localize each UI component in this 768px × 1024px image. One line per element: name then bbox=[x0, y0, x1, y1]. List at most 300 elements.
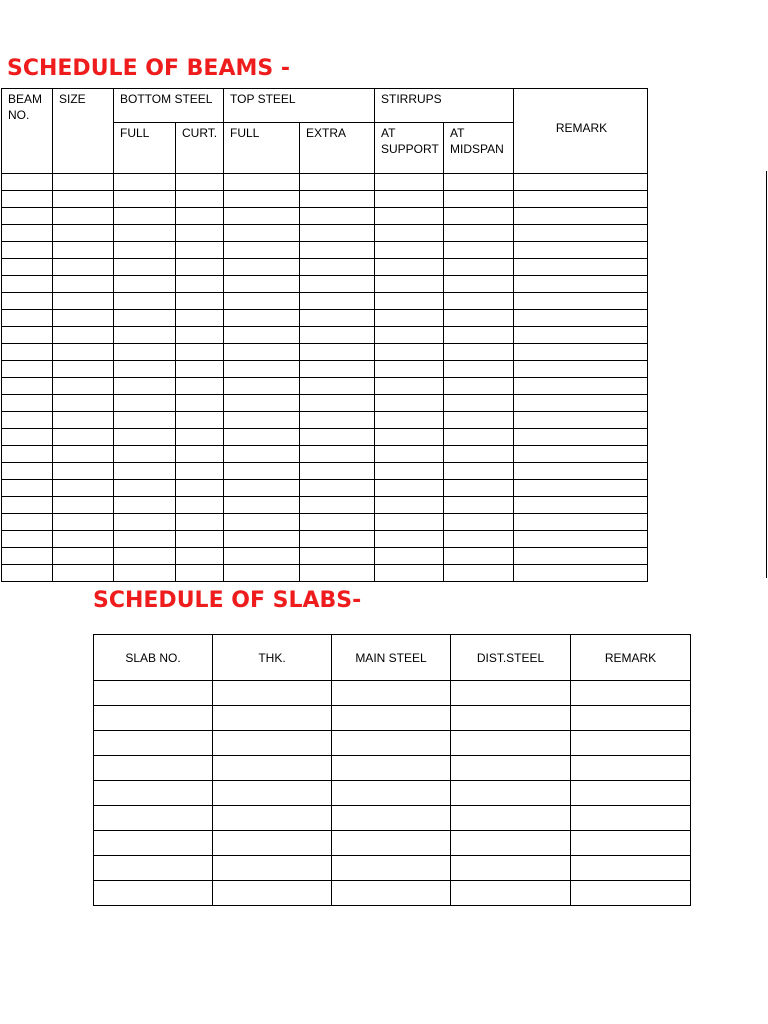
beam-cell[interactable] bbox=[444, 259, 514, 276]
beam-cell[interactable] bbox=[53, 344, 114, 361]
beam-cell[interactable] bbox=[514, 565, 648, 582]
beam-cell[interactable] bbox=[224, 463, 300, 480]
beam-cell[interactable] bbox=[444, 361, 514, 378]
beam-cell[interactable] bbox=[375, 497, 444, 514]
beam-cell[interactable] bbox=[114, 565, 176, 582]
beam-cell[interactable] bbox=[300, 514, 375, 531]
slab-cell[interactable] bbox=[332, 731, 451, 756]
slab-cell[interactable] bbox=[94, 831, 213, 856]
beam-cell[interactable] bbox=[514, 259, 648, 276]
beam-cell[interactable] bbox=[114, 327, 176, 344]
beam-cell[interactable] bbox=[375, 361, 444, 378]
beam-cell[interactable] bbox=[375, 327, 444, 344]
beam-cell[interactable] bbox=[514, 361, 648, 378]
slab-row bbox=[94, 756, 691, 781]
slab-cell[interactable] bbox=[94, 781, 213, 806]
slab-cell[interactable] bbox=[571, 806, 691, 831]
beam-cell[interactable] bbox=[514, 225, 648, 242]
beam-cell[interactable] bbox=[2, 378, 53, 395]
slab-cell[interactable] bbox=[94, 731, 213, 756]
beam-cell[interactable] bbox=[444, 531, 514, 548]
beam-row bbox=[2, 514, 648, 531]
beam-cell[interactable] bbox=[224, 429, 300, 446]
beam-cell[interactable] bbox=[375, 293, 444, 310]
slab-cell[interactable] bbox=[571, 731, 691, 756]
beam-cell[interactable] bbox=[114, 208, 176, 225]
beam-cell[interactable] bbox=[514, 310, 648, 327]
beam-cell[interactable] bbox=[114, 361, 176, 378]
beam-cell[interactable] bbox=[300, 429, 375, 446]
beam-cell[interactable] bbox=[2, 412, 53, 429]
beam-row bbox=[2, 378, 648, 395]
beam-cell[interactable] bbox=[176, 225, 224, 242]
slab-cell[interactable] bbox=[213, 781, 332, 806]
header-bottom-full: FULL bbox=[114, 123, 176, 174]
beam-cell[interactable] bbox=[53, 412, 114, 429]
beam-cell[interactable] bbox=[114, 191, 176, 208]
beam-cell[interactable] bbox=[444, 344, 514, 361]
beam-cell[interactable] bbox=[375, 378, 444, 395]
beam-cell[interactable] bbox=[53, 174, 114, 191]
beam-cell[interactable] bbox=[300, 344, 375, 361]
beam-cell[interactable] bbox=[514, 531, 648, 548]
header-curt: CURT. bbox=[176, 123, 224, 174]
beam-cell[interactable] bbox=[300, 378, 375, 395]
beam-row bbox=[2, 191, 648, 208]
beam-cell[interactable] bbox=[176, 378, 224, 395]
beam-cell[interactable] bbox=[114, 531, 176, 548]
beam-cell[interactable] bbox=[2, 259, 53, 276]
beam-row bbox=[2, 531, 648, 548]
beam-cell[interactable] bbox=[2, 531, 53, 548]
beam-row bbox=[2, 412, 648, 429]
beam-cell[interactable] bbox=[53, 242, 114, 259]
beam-cell[interactable] bbox=[53, 293, 114, 310]
beam-cell[interactable] bbox=[514, 497, 648, 514]
beam-cell[interactable] bbox=[114, 548, 176, 565]
beam-cell[interactable] bbox=[300, 242, 375, 259]
beam-cell[interactable] bbox=[300, 497, 375, 514]
beam-cell[interactable] bbox=[176, 242, 224, 259]
beam-cell[interactable] bbox=[300, 412, 375, 429]
beam-cell[interactable] bbox=[375, 191, 444, 208]
slab-cell[interactable] bbox=[213, 881, 332, 906]
slab-cell[interactable] bbox=[451, 781, 571, 806]
beam-cell[interactable] bbox=[444, 191, 514, 208]
beam-cell[interactable] bbox=[114, 242, 176, 259]
beam-cell[interactable] bbox=[176, 446, 224, 463]
beam-cell[interactable] bbox=[176, 327, 224, 344]
slab-cell[interactable] bbox=[213, 831, 332, 856]
beam-cell[interactable] bbox=[375, 310, 444, 327]
beam-cell[interactable] bbox=[53, 548, 114, 565]
beam-cell[interactable] bbox=[375, 548, 444, 565]
beam-cell[interactable] bbox=[53, 446, 114, 463]
slab-cell[interactable] bbox=[332, 681, 451, 706]
beam-row bbox=[2, 293, 648, 310]
slab-cell[interactable] bbox=[213, 856, 332, 881]
beam-cell[interactable] bbox=[300, 208, 375, 225]
beam-cell[interactable] bbox=[514, 446, 648, 463]
slab-cell[interactable] bbox=[332, 831, 451, 856]
beam-cell[interactable] bbox=[176, 514, 224, 531]
beam-cell[interactable] bbox=[514, 344, 648, 361]
beam-cell[interactable] bbox=[2, 344, 53, 361]
beam-cell[interactable] bbox=[176, 463, 224, 480]
beam-cell[interactable] bbox=[176, 191, 224, 208]
beam-cell[interactable] bbox=[53, 395, 114, 412]
beam-cell[interactable] bbox=[224, 565, 300, 582]
beam-cell[interactable] bbox=[300, 446, 375, 463]
header-beam-no: BEAM NO. bbox=[2, 89, 53, 174]
beam-cell[interactable] bbox=[176, 395, 224, 412]
beam-cell[interactable] bbox=[444, 378, 514, 395]
beam-cell[interactable] bbox=[514, 480, 648, 497]
slab-cell[interactable] bbox=[94, 756, 213, 781]
beam-cell[interactable] bbox=[114, 259, 176, 276]
beam-cell[interactable] bbox=[114, 344, 176, 361]
slab-cell[interactable] bbox=[332, 856, 451, 881]
slab-cell[interactable] bbox=[94, 881, 213, 906]
slab-cell[interactable] bbox=[571, 756, 691, 781]
beam-cell[interactable] bbox=[176, 174, 224, 191]
beam-cell[interactable] bbox=[375, 480, 444, 497]
beam-cell[interactable] bbox=[444, 463, 514, 480]
beam-cell[interactable] bbox=[224, 310, 300, 327]
beam-cell[interactable] bbox=[444, 412, 514, 429]
beam-cell[interactable] bbox=[2, 174, 53, 191]
beam-cell[interactable] bbox=[514, 327, 648, 344]
beam-cell[interactable] bbox=[300, 395, 375, 412]
beam-cell[interactable] bbox=[53, 531, 114, 548]
slab-cell[interactable] bbox=[451, 831, 571, 856]
beam-cell[interactable] bbox=[114, 276, 176, 293]
slab-row bbox=[94, 681, 691, 706]
beam-cell[interactable] bbox=[53, 429, 114, 446]
beam-cell[interactable] bbox=[53, 463, 114, 480]
beam-cell[interactable] bbox=[300, 293, 375, 310]
beam-cell[interactable] bbox=[224, 225, 300, 242]
beam-cell[interactable] bbox=[114, 378, 176, 395]
beam-cell[interactable] bbox=[375, 429, 444, 446]
beam-cell[interactable] bbox=[114, 514, 176, 531]
beam-cell[interactable] bbox=[444, 293, 514, 310]
slab-cell[interactable] bbox=[571, 881, 691, 906]
beam-row bbox=[2, 497, 648, 514]
beam-cell[interactable] bbox=[176, 259, 224, 276]
beam-cell[interactable] bbox=[375, 208, 444, 225]
slab-cell[interactable] bbox=[332, 756, 451, 781]
beams-schedule-title: SCHEDULE OF BEAMS - bbox=[7, 56, 291, 81]
beam-cell[interactable] bbox=[53, 327, 114, 344]
beam-cell[interactable] bbox=[514, 548, 648, 565]
slab-cell[interactable] bbox=[94, 706, 213, 731]
beam-cell[interactable] bbox=[2, 276, 53, 293]
slab-cell[interactable] bbox=[451, 681, 571, 706]
beam-cell[interactable] bbox=[53, 310, 114, 327]
beam-cell[interactable] bbox=[224, 514, 300, 531]
beam-cell[interactable] bbox=[444, 429, 514, 446]
beam-cell[interactable] bbox=[375, 242, 444, 259]
header-top-steel: TOP STEEL bbox=[224, 89, 375, 123]
beam-cell[interactable] bbox=[375, 565, 444, 582]
beam-cell[interactable] bbox=[444, 225, 514, 242]
beam-cell[interactable] bbox=[444, 276, 514, 293]
slab-cell[interactable] bbox=[451, 881, 571, 906]
beam-cell[interactable] bbox=[53, 259, 114, 276]
beam-row bbox=[2, 463, 648, 480]
beam-cell[interactable] bbox=[444, 395, 514, 412]
beam-cell[interactable] bbox=[375, 225, 444, 242]
beam-cell[interactable] bbox=[176, 548, 224, 565]
beam-cell[interactable] bbox=[53, 480, 114, 497]
slab-cell[interactable] bbox=[451, 856, 571, 881]
beam-row bbox=[2, 395, 648, 412]
beam-cell[interactable] bbox=[300, 548, 375, 565]
slab-cell[interactable] bbox=[213, 756, 332, 781]
slab-cell[interactable] bbox=[571, 856, 691, 881]
beam-cell[interactable] bbox=[2, 293, 53, 310]
slab-row bbox=[94, 781, 691, 806]
beam-cell[interactable] bbox=[2, 310, 53, 327]
beam-cell[interactable] bbox=[2, 548, 53, 565]
beam-cell[interactable] bbox=[53, 208, 114, 225]
beam-cell[interactable] bbox=[375, 531, 444, 548]
beam-cell[interactable] bbox=[444, 174, 514, 191]
header-extra: EXTRA bbox=[300, 123, 375, 174]
beam-cell[interactable] bbox=[2, 514, 53, 531]
beam-cell[interactable] bbox=[224, 548, 300, 565]
beam-cell[interactable] bbox=[375, 276, 444, 293]
header-at-support: AT SUPPORT bbox=[375, 123, 444, 174]
beam-row bbox=[2, 327, 648, 344]
beam-cell[interactable] bbox=[176, 293, 224, 310]
beam-cell[interactable] bbox=[2, 497, 53, 514]
slab-cell[interactable] bbox=[94, 681, 213, 706]
beam-cell[interactable] bbox=[2, 429, 53, 446]
beam-cell[interactable] bbox=[444, 446, 514, 463]
slab-cell[interactable] bbox=[451, 731, 571, 756]
beam-cell[interactable] bbox=[2, 395, 53, 412]
beam-cell[interactable] bbox=[2, 191, 53, 208]
beam-cell[interactable] bbox=[444, 548, 514, 565]
beam-cell[interactable] bbox=[176, 497, 224, 514]
beam-cell[interactable] bbox=[114, 463, 176, 480]
beam-cell[interactable] bbox=[224, 531, 300, 548]
beam-cell[interactable] bbox=[375, 412, 444, 429]
beam-cell[interactable] bbox=[300, 310, 375, 327]
beam-row bbox=[2, 344, 648, 361]
beam-cell[interactable] bbox=[224, 191, 300, 208]
beam-cell[interactable] bbox=[176, 361, 224, 378]
beam-cell[interactable] bbox=[114, 497, 176, 514]
beam-cell[interactable] bbox=[444, 565, 514, 582]
beam-cell[interactable] bbox=[300, 361, 375, 378]
beam-cell[interactable] bbox=[114, 480, 176, 497]
beam-cell[interactable] bbox=[514, 412, 648, 429]
beam-row bbox=[2, 259, 648, 276]
beam-cell[interactable] bbox=[300, 174, 375, 191]
beam-cell[interactable] bbox=[2, 480, 53, 497]
beam-cell[interactable] bbox=[2, 463, 53, 480]
beam-cell[interactable] bbox=[514, 276, 648, 293]
beam-cell[interactable] bbox=[300, 191, 375, 208]
beam-cell[interactable] bbox=[2, 208, 53, 225]
beam-cell[interactable] bbox=[114, 293, 176, 310]
slab-cell[interactable] bbox=[571, 831, 691, 856]
beam-cell[interactable] bbox=[176, 480, 224, 497]
beam-cell[interactable] bbox=[444, 327, 514, 344]
beam-row bbox=[2, 480, 648, 497]
beam-cell[interactable] bbox=[2, 446, 53, 463]
beam-cell[interactable] bbox=[53, 497, 114, 514]
beam-cell[interactable] bbox=[224, 208, 300, 225]
slabs-schedule-table bbox=[93, 634, 691, 906]
beam-cell[interactable] bbox=[375, 174, 444, 191]
slab-cell[interactable] bbox=[213, 681, 332, 706]
beam-cell[interactable] bbox=[224, 497, 300, 514]
beam-cell[interactable] bbox=[224, 259, 300, 276]
beam-cell[interactable] bbox=[514, 378, 648, 395]
beam-cell[interactable] bbox=[53, 191, 114, 208]
right-margin-rule bbox=[766, 171, 767, 578]
beam-cell[interactable] bbox=[176, 429, 224, 446]
beam-cell[interactable] bbox=[514, 463, 648, 480]
slab-row bbox=[94, 706, 691, 731]
slab-cell[interactable] bbox=[451, 806, 571, 831]
beam-cell[interactable] bbox=[375, 463, 444, 480]
slab-header-cell: SLAB NO. bbox=[94, 635, 213, 681]
beam-cell[interactable] bbox=[224, 378, 300, 395]
beam-cell[interactable] bbox=[224, 361, 300, 378]
beam-cell[interactable] bbox=[176, 208, 224, 225]
slab-cell[interactable] bbox=[213, 806, 332, 831]
beam-cell[interactable] bbox=[224, 395, 300, 412]
beam-row bbox=[2, 174, 648, 191]
beam-cell[interactable] bbox=[224, 480, 300, 497]
beam-cell[interactable] bbox=[514, 429, 648, 446]
beam-cell[interactable] bbox=[514, 293, 648, 310]
beam-cell[interactable] bbox=[514, 174, 648, 191]
slab-cell[interactable] bbox=[94, 856, 213, 881]
beam-cell[interactable] bbox=[375, 344, 444, 361]
beam-cell[interactable] bbox=[114, 446, 176, 463]
beam-cell[interactable] bbox=[224, 293, 300, 310]
slab-row bbox=[94, 731, 691, 756]
slab-cell[interactable] bbox=[451, 756, 571, 781]
slab-header-cell: DIST.STEEL bbox=[451, 635, 571, 681]
beam-cell[interactable] bbox=[514, 208, 648, 225]
beam-cell[interactable] bbox=[444, 480, 514, 497]
beam-cell[interactable] bbox=[224, 412, 300, 429]
beam-cell[interactable] bbox=[375, 514, 444, 531]
beam-cell[interactable] bbox=[53, 361, 114, 378]
beam-cell[interactable] bbox=[375, 446, 444, 463]
slab-row bbox=[94, 831, 691, 856]
slab-cell[interactable] bbox=[571, 781, 691, 806]
beam-cell[interactable] bbox=[176, 531, 224, 548]
beam-cell[interactable] bbox=[114, 174, 176, 191]
slab-header-cell: MAIN STEEL bbox=[332, 635, 451, 681]
slab-cell[interactable] bbox=[332, 806, 451, 831]
slab-cell[interactable] bbox=[332, 781, 451, 806]
beam-cell[interactable] bbox=[176, 412, 224, 429]
beam-cell[interactable] bbox=[114, 310, 176, 327]
beam-cell[interactable] bbox=[224, 327, 300, 344]
beam-cell[interactable] bbox=[300, 463, 375, 480]
beam-cell[interactable] bbox=[300, 259, 375, 276]
slab-cell[interactable] bbox=[571, 706, 691, 731]
beam-cell[interactable] bbox=[224, 344, 300, 361]
slab-cell[interactable] bbox=[94, 806, 213, 831]
beam-cell[interactable] bbox=[375, 259, 444, 276]
beam-cell[interactable] bbox=[444, 310, 514, 327]
beam-cell[interactable] bbox=[2, 565, 53, 582]
slab-cell[interactable] bbox=[213, 731, 332, 756]
slab-row bbox=[94, 856, 691, 881]
beam-cell[interactable] bbox=[53, 514, 114, 531]
beam-cell[interactable] bbox=[53, 378, 114, 395]
beam-cell[interactable] bbox=[114, 412, 176, 429]
beam-cell[interactable] bbox=[300, 276, 375, 293]
beam-cell[interactable] bbox=[176, 276, 224, 293]
beam-cell[interactable] bbox=[300, 565, 375, 582]
beam-cell[interactable] bbox=[176, 310, 224, 327]
slab-cell[interactable] bbox=[332, 706, 451, 731]
beam-cell[interactable] bbox=[53, 276, 114, 293]
beam-cell[interactable] bbox=[2, 225, 53, 242]
beam-cell[interactable] bbox=[375, 395, 444, 412]
slab-cell[interactable] bbox=[332, 881, 451, 906]
beam-cell[interactable] bbox=[444, 497, 514, 514]
beam-cell[interactable] bbox=[53, 225, 114, 242]
beam-cell[interactable] bbox=[53, 565, 114, 582]
beam-cell[interactable] bbox=[2, 327, 53, 344]
slab-cell[interactable] bbox=[571, 681, 691, 706]
beam-cell[interactable] bbox=[114, 395, 176, 412]
beam-cell[interactable] bbox=[2, 242, 53, 259]
beam-cell[interactable] bbox=[514, 191, 648, 208]
beam-cell[interactable] bbox=[114, 429, 176, 446]
beam-cell[interactable] bbox=[444, 514, 514, 531]
slab-cell[interactable] bbox=[451, 706, 571, 731]
beam-cell[interactable] bbox=[444, 242, 514, 259]
beam-cell[interactable] bbox=[300, 327, 375, 344]
beam-cell[interactable] bbox=[514, 395, 648, 412]
beam-cell[interactable] bbox=[514, 514, 648, 531]
beam-cell[interactable] bbox=[114, 225, 176, 242]
beam-cell[interactable] bbox=[176, 565, 224, 582]
beam-cell[interactable] bbox=[300, 225, 375, 242]
beam-cell[interactable] bbox=[300, 531, 375, 548]
slab-row bbox=[94, 806, 691, 831]
beam-cell[interactable] bbox=[224, 446, 300, 463]
beam-cell[interactable] bbox=[444, 208, 514, 225]
beam-cell[interactable] bbox=[300, 480, 375, 497]
beam-cell[interactable] bbox=[224, 242, 300, 259]
beam-row bbox=[2, 276, 648, 293]
header-remark: REMARK bbox=[514, 89, 648, 174]
beam-cell[interactable] bbox=[514, 242, 648, 259]
beam-cell[interactable] bbox=[176, 344, 224, 361]
slab-row bbox=[94, 881, 691, 906]
beam-cell[interactable] bbox=[224, 174, 300, 191]
slab-cell[interactable] bbox=[213, 706, 332, 731]
beam-cell[interactable] bbox=[224, 276, 300, 293]
beams-schedule-table bbox=[1, 88, 648, 582]
beam-cell[interactable] bbox=[2, 361, 53, 378]
header-at-midspan: AT MIDSPAN bbox=[444, 123, 514, 174]
